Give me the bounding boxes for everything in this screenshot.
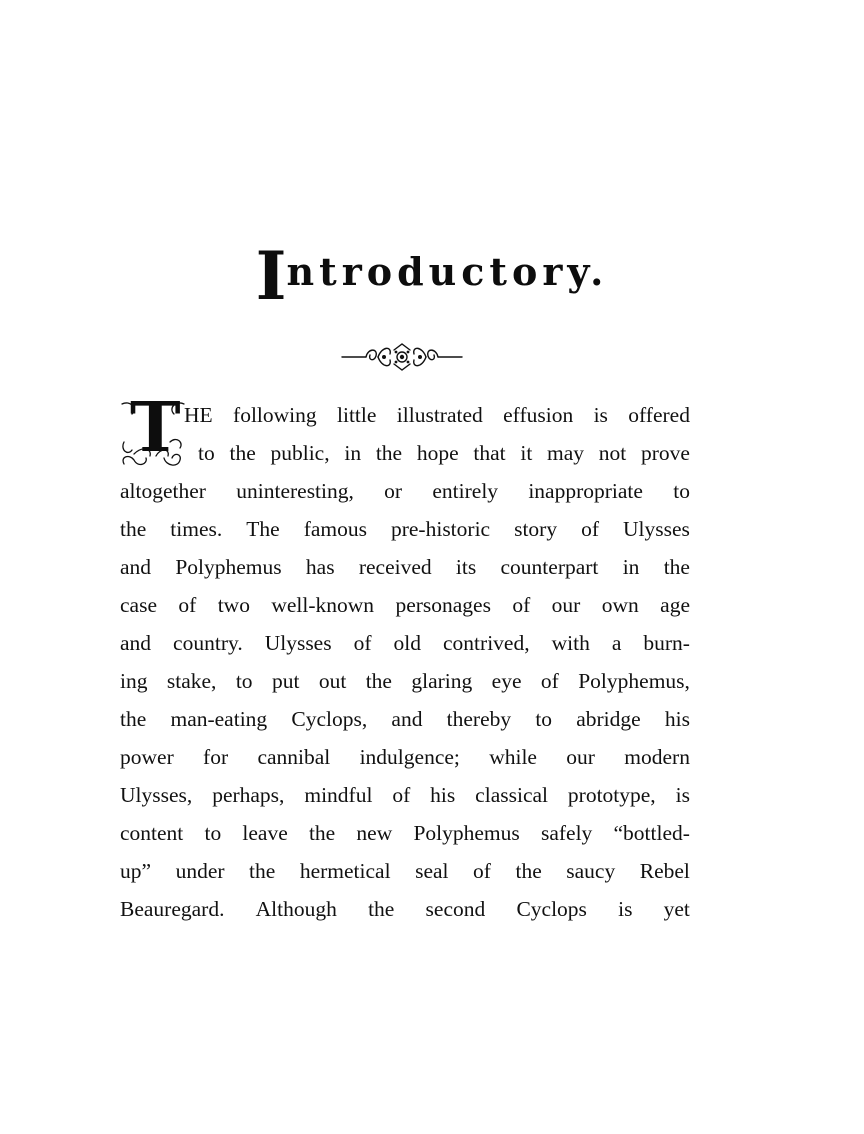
word: with [551, 631, 590, 655]
word: prove [641, 441, 690, 465]
word: his [664, 707, 690, 731]
word: Polyphemus, [578, 669, 690, 693]
text-line [120, 662, 690, 700]
word: second [425, 897, 486, 921]
word: saucy [566, 859, 616, 883]
word: mindful [304, 783, 373, 807]
word: country. [173, 631, 243, 655]
word: or [384, 479, 403, 503]
word: seal [415, 859, 449, 883]
decorative-flourish-icon [338, 340, 466, 374]
text-line [120, 472, 690, 510]
text-line [120, 434, 690, 472]
word: indulgence; [359, 745, 460, 769]
word: modern [624, 745, 690, 769]
word: received [358, 555, 432, 579]
word: of [581, 517, 600, 541]
word: glaring [411, 669, 473, 693]
word: to [673, 479, 690, 503]
word: and [120, 555, 152, 579]
word: may [547, 441, 585, 465]
word: Cyclops [516, 897, 587, 921]
word: Although [255, 897, 337, 921]
word: pre-historic [390, 517, 491, 541]
word: prototype, [567, 783, 656, 807]
word: public, [270, 441, 330, 465]
text-line [120, 586, 690, 624]
word: of [353, 631, 372, 655]
word: that [473, 441, 506, 465]
word: to [235, 669, 253, 693]
word: of [540, 669, 559, 693]
word: altogether [120, 479, 206, 503]
word: is [675, 783, 690, 807]
word: while [489, 745, 537, 769]
word: it [520, 441, 533, 465]
word: offered [628, 403, 690, 427]
word: new [356, 821, 393, 845]
word: little [337, 403, 377, 427]
word: to [204, 821, 222, 845]
word: old [393, 631, 422, 655]
word: the [249, 859, 276, 883]
word: content [120, 821, 184, 845]
word: Rebel [639, 859, 690, 883]
word: Polyphemus [175, 555, 282, 579]
word: illustrated [396, 403, 483, 427]
word: HE [184, 403, 213, 427]
word: the [515, 859, 542, 883]
word: Cyclops, [291, 707, 368, 731]
word: ing [120, 669, 148, 693]
word: stake, [166, 669, 217, 693]
word: of [392, 783, 411, 807]
text-line [120, 396, 690, 434]
word: uninteresting, [236, 479, 354, 503]
text-line [120, 738, 690, 776]
word: Ulysses [623, 517, 690, 541]
word: a [611, 631, 622, 655]
word: under [175, 859, 225, 883]
word: the [120, 707, 147, 731]
word: “bottled- [613, 821, 690, 845]
word: of [178, 593, 197, 617]
word: of [512, 593, 531, 617]
word: to [198, 441, 215, 465]
word: our [566, 745, 595, 769]
word: burn- [643, 631, 690, 655]
word: and [391, 707, 423, 731]
title-text: ntroductory. [286, 249, 609, 294]
word: thereby [446, 707, 512, 731]
text-line [120, 700, 690, 738]
word: the [229, 441, 256, 465]
word: our [551, 593, 581, 617]
word: following [233, 403, 317, 427]
word: abridge [576, 707, 641, 731]
word: is [618, 897, 633, 921]
word: yet [663, 897, 690, 921]
word: Beauregard. [120, 897, 225, 921]
word: counterpart [500, 555, 599, 579]
word: hope [416, 441, 459, 465]
word: classical [475, 783, 548, 807]
word: of [473, 859, 491, 883]
drop-cap [120, 388, 190, 470]
title-ornate-initial: I [255, 237, 287, 315]
word: The [246, 517, 280, 541]
word: story [514, 517, 558, 541]
word: personages [395, 593, 491, 617]
word: not [598, 441, 627, 465]
word: power [120, 745, 174, 769]
word: leave [242, 821, 288, 845]
word: well-known [271, 593, 375, 617]
word: age [660, 593, 690, 617]
word: two [217, 593, 250, 617]
word: is [593, 403, 608, 427]
word: Polyphemus [413, 821, 520, 845]
word: times. [170, 517, 223, 541]
text-line [120, 624, 690, 662]
word: out [318, 669, 347, 693]
word: the [120, 517, 147, 541]
chapter-title [0, 236, 864, 316]
body-text [120, 388, 690, 928]
text-line [120, 548, 690, 586]
word: safely [540, 821, 593, 845]
word: the [365, 669, 392, 693]
word: inappropriate [528, 479, 643, 503]
word: contrived, [443, 631, 530, 655]
word: has [305, 555, 335, 579]
word: up” [120, 859, 152, 883]
text-line [120, 510, 690, 548]
word: put [271, 669, 300, 693]
word: perhaps, [212, 783, 285, 807]
text-line [120, 814, 690, 852]
word: man-eating [170, 707, 268, 731]
text-line [120, 852, 690, 890]
drop-cap-letter: T [130, 388, 181, 468]
word: Ulysses, [120, 783, 193, 807]
word: the [663, 555, 690, 579]
word: famous [303, 517, 367, 541]
text-line [120, 890, 690, 928]
word: its [455, 555, 477, 579]
word: his [430, 783, 456, 807]
word: hermetical [299, 859, 391, 883]
word: Ulysses [264, 631, 332, 655]
word: eye [491, 669, 522, 693]
word: for [203, 745, 229, 769]
word: in [622, 555, 640, 579]
word: and [120, 631, 152, 655]
word: own [601, 593, 639, 617]
word: the [375, 441, 403, 465]
word: the [308, 821, 336, 845]
word: the [368, 897, 395, 921]
word: in [344, 441, 362, 465]
word: cannibal [257, 745, 331, 769]
word: to [535, 707, 553, 731]
word: effusion [503, 403, 574, 427]
text-line [120, 776, 690, 814]
word: case [120, 593, 157, 617]
word: entirely [432, 479, 499, 503]
